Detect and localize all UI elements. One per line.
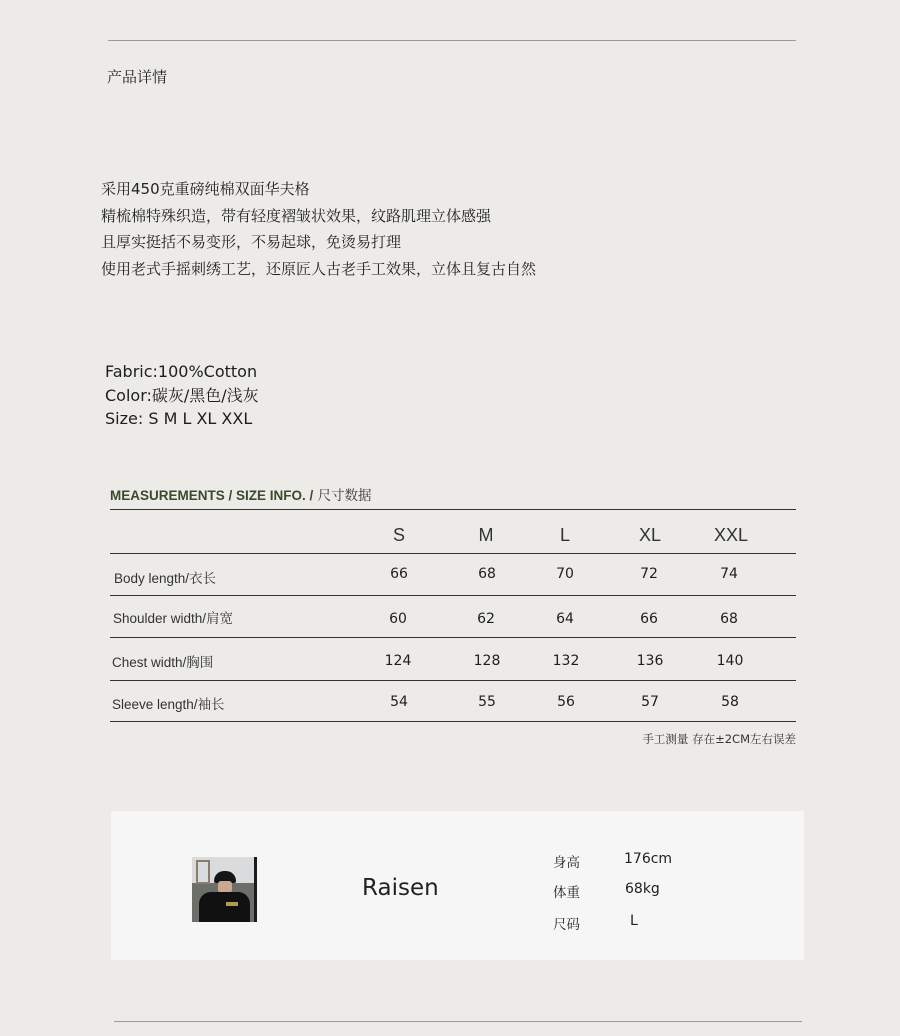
- table-cell: 55: [478, 694, 496, 710]
- table-divider: [110, 680, 796, 681]
- table-cell: 58: [721, 694, 739, 710]
- product-specs: [105, 360, 259, 431]
- table-cell: 124: [384, 653, 412, 669]
- measurements-title-cn: 尺寸数据: [317, 488, 372, 504]
- description-line: 使用老式手摇刺绣工艺，还原匠人古老手工效果，立体且复古自然: [101, 259, 537, 278]
- table-cell: 136: [636, 653, 664, 669]
- height-label: 身高: [553, 855, 580, 871]
- row-label: Chest width/胸围: [112, 655, 214, 670]
- top-divider: [108, 40, 796, 41]
- size-header: M: [478, 525, 494, 545]
- section-title: 产品详情: [107, 68, 168, 86]
- table-divider: [110, 553, 796, 554]
- product-description: [101, 176, 536, 282]
- model-info-card: [111, 811, 804, 960]
- size-spec: Size: S M L XL XXL: [105, 409, 253, 428]
- height-value: 176cm: [624, 851, 673, 867]
- size-header: L: [559, 525, 570, 545]
- table-cell: 64: [556, 611, 574, 627]
- table-cell: 68: [720, 611, 738, 627]
- measurements-title-en: MEASUREMENTS / SIZE INFO. /: [110, 488, 314, 503]
- table-cell: 66: [640, 611, 658, 627]
- size-header: S: [392, 525, 405, 545]
- table-divider: [110, 637, 796, 638]
- table-cell: 74: [720, 566, 738, 582]
- fabric-spec: Fabric:100%Cotton: [105, 362, 258, 381]
- table-cell: 66: [390, 566, 408, 582]
- table-cell: 54: [390, 694, 408, 710]
- table-cell: 56: [557, 694, 575, 710]
- bottom-divider: [114, 1021, 802, 1022]
- row-label: Sleeve length/袖长: [112, 697, 225, 712]
- table-cell: 128: [473, 653, 501, 669]
- color-spec: Color:碳灰/黑色/浅灰: [105, 385, 259, 405]
- weight-value: 68kg: [625, 881, 660, 897]
- description-line: 采用450克重磅纯棉双面华夫格: [101, 180, 310, 198]
- table-divider: [110, 509, 796, 510]
- table-divider: [110, 721, 796, 722]
- table-cell: 72: [640, 566, 658, 582]
- size-header: XXL: [713, 525, 749, 545]
- table-cell: 62: [477, 611, 495, 627]
- description-line: 精梳棉特殊织造，带有轻度褶皱状效果，纹路肌理立体感强: [101, 206, 492, 225]
- row-label: Body length/衣长: [114, 571, 217, 586]
- measurements-title: [110, 484, 372, 504]
- table-cell: 60: [389, 611, 407, 627]
- table-cell: 140: [716, 653, 744, 669]
- weight-label: 体重: [553, 885, 580, 901]
- model-name: Raisen: [362, 875, 439, 901]
- table-divider: [110, 595, 796, 596]
- description-line: 且厚实挺括不易变形，不易起球，免烫易打理: [101, 233, 402, 251]
- size-header: XL: [638, 525, 662, 545]
- table-cell: 70: [556, 566, 574, 582]
- measurement-note: 手工测量 存在±2CM左右误差: [642, 732, 796, 746]
- size-value: L: [630, 913, 638, 929]
- row-label: Shoulder width/肩宽: [113, 611, 234, 626]
- table-cell: 132: [552, 653, 580, 669]
- size-label: 尺码: [553, 917, 580, 933]
- table-cell: 68: [478, 566, 496, 582]
- table-cell: 57: [641, 694, 659, 710]
- model-photo: [192, 857, 257, 922]
